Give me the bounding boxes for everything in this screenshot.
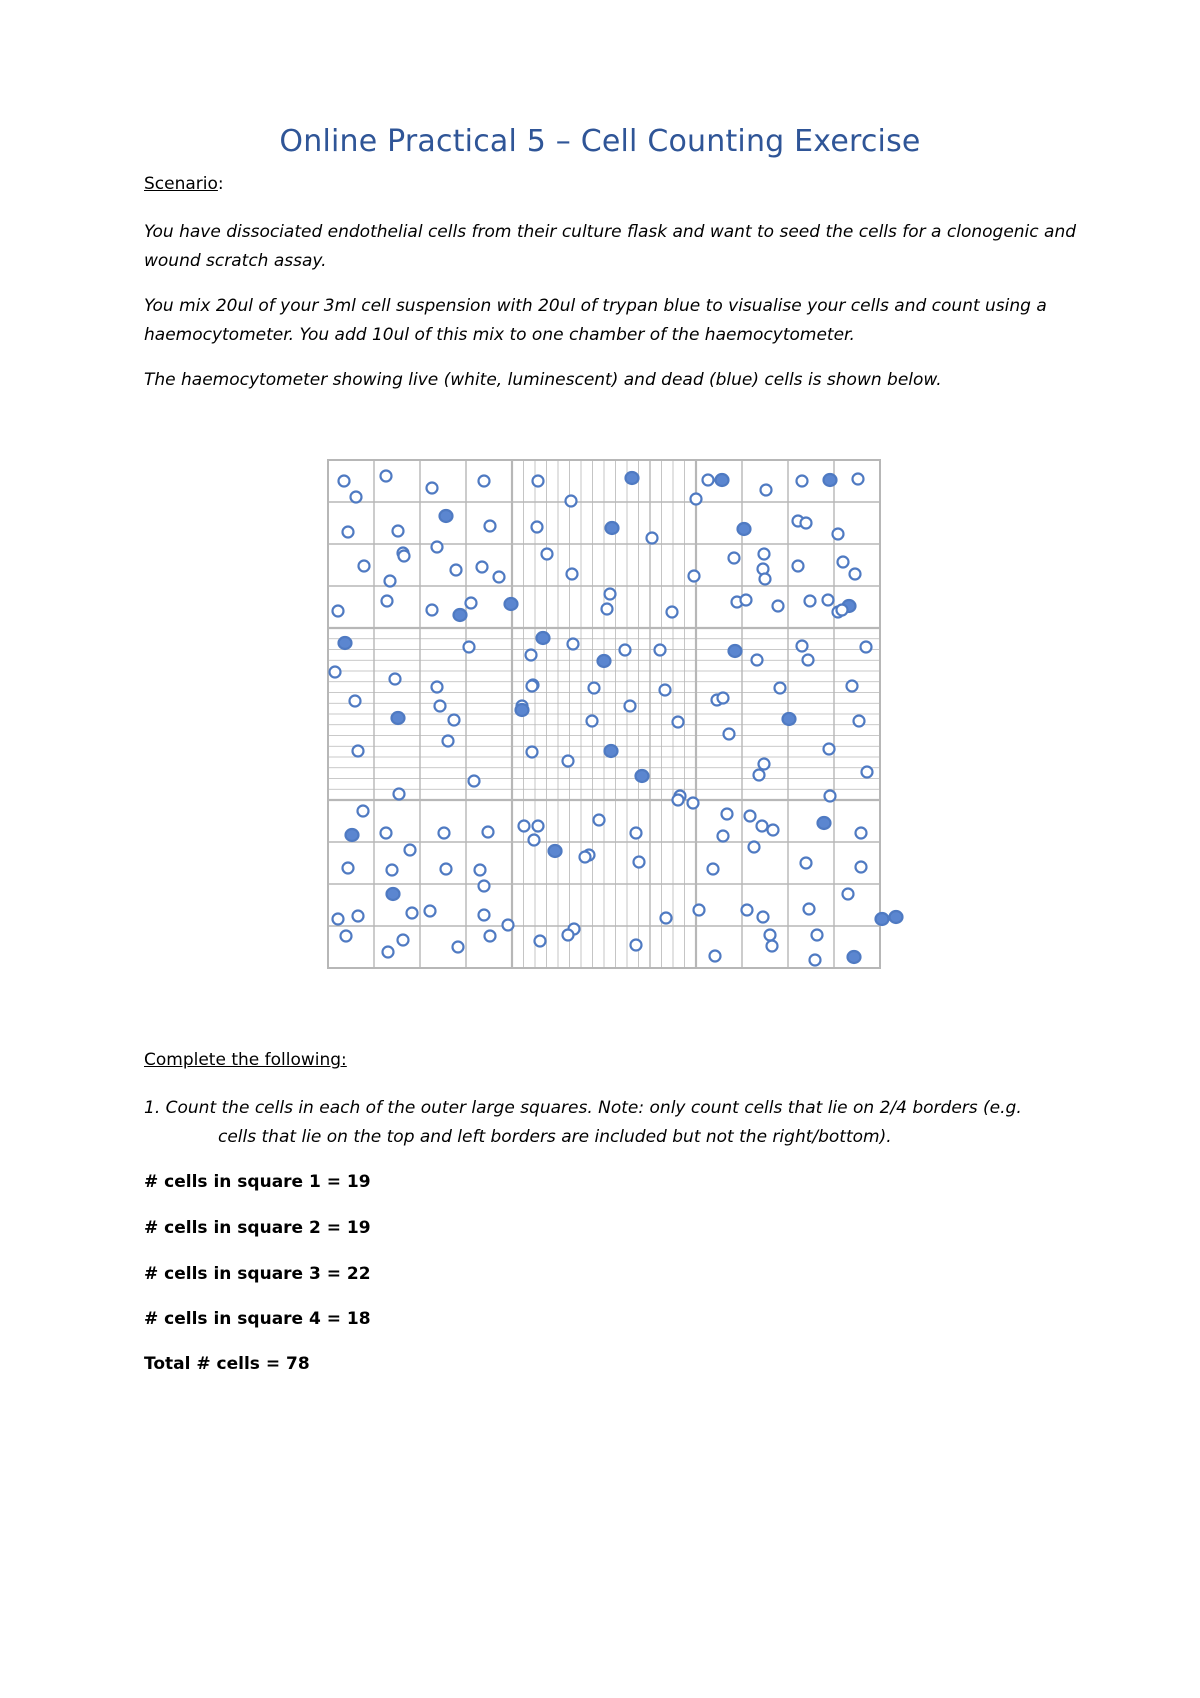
live-cell [441,864,452,875]
live-cell [333,914,344,925]
live-cell [856,862,867,873]
dead-cell [392,712,405,724]
live-cell [503,920,514,931]
dead-cell [783,713,796,725]
dead-cell [440,510,453,522]
live-cell [435,701,446,712]
live-cell [533,821,544,832]
live-cell [724,729,735,740]
dead-cell [818,817,831,829]
live-cell [793,561,804,572]
live-cell [381,471,392,482]
live-cell [479,881,490,892]
dead-cell [339,637,352,649]
live-cell [805,596,816,607]
live-cell [535,936,546,947]
dead-cell [848,951,861,963]
live-cell [837,605,848,616]
live-cell [383,947,394,958]
live-cell [667,607,678,618]
live-cell [343,863,354,874]
live-cell [464,642,475,653]
live-cell [343,527,354,538]
dead-cell [890,911,903,923]
live-cell [742,905,753,916]
live-cell [526,650,537,661]
live-cell [449,715,460,726]
dead-cell [738,523,751,535]
live-cell [483,827,494,838]
live-cell [801,518,812,529]
dead-cell [824,474,837,486]
live-cell [602,604,613,615]
live-cell [494,572,505,583]
live-cell [673,717,684,728]
live-cell [427,483,438,494]
dead-cell [516,704,529,716]
live-cell [703,475,714,486]
answer-square-3: # cells in square 3 = 22 [144,1264,371,1284]
live-cell [673,795,684,806]
live-cell [333,606,344,617]
live-cell [631,828,642,839]
scenario-paragraph-2: You mix 20ul of your 3ml cell suspension with 20ul of trypan blue to visualise your cells and count using a haemocytometer. You add 10ul of this mix to one chamber of the haemocytometer. [144,296,1047,345]
live-cell [660,685,671,696]
live-cell [694,905,705,916]
live-cell [390,674,401,685]
live-cell [710,951,721,962]
live-cell [625,701,636,712]
live-cell [566,496,577,507]
live-cell [722,809,733,820]
live-cell [843,889,854,900]
live-cell [804,904,815,915]
scenario-paragraph-1: You have dissociated endothelial cells from their culture flask and want to seed the cells for a clonogenic and wound scratch assay. [144,222,1077,271]
live-cell [759,549,770,560]
live-cell [760,574,771,585]
live-cell [691,494,702,505]
dead-cell [605,745,618,757]
live-cell [466,598,477,609]
live-cell [527,747,538,758]
live-cell [399,551,410,562]
live-cell [754,770,765,781]
live-cell [761,485,772,496]
live-cell [451,565,462,576]
live-cell [803,655,814,666]
live-cell [767,941,778,952]
live-cell [773,601,784,612]
live-cell [563,756,574,767]
live-cell [387,865,398,876]
dead-cell [626,472,639,484]
live-cell [752,655,763,666]
live-cell [475,865,486,876]
live-cell [407,908,418,919]
scenario-colon: : [217,174,224,194]
live-cell [850,569,861,580]
live-cell [729,553,740,564]
live-cell [810,955,821,966]
live-cell [477,562,488,573]
dead-cell [606,522,619,534]
live-cell [393,526,404,537]
live-cell [542,549,553,560]
live-cell [655,645,666,656]
live-cell [801,858,812,869]
dead-cell [505,598,518,610]
question-1-line-2: cells that lie on the top and left borders are included but not the right/bottom). [218,1127,892,1147]
live-cell [749,842,760,853]
live-cell [353,911,364,922]
live-cell [351,492,362,503]
live-cell [741,595,752,606]
dead-cell [387,888,400,900]
dead-cell [537,632,550,644]
live-cell [485,931,496,942]
live-cell [358,806,369,817]
scenario-paragraph-3: The haemocytometer showing live (white, luminescent) and dead (blue) cells is shown below. [144,370,942,390]
dead-cell [716,474,729,486]
live-cell [568,639,579,650]
live-cell [405,845,416,856]
live-cell [838,557,849,568]
dead-cell [598,655,611,667]
answer-square-2: # cells in square 2 = 19 [144,1218,371,1238]
live-cell [833,529,844,540]
live-cell [758,912,769,923]
live-cell [479,910,490,921]
live-cell [485,521,496,532]
dead-cell [346,829,359,841]
question-1 [144,1094,1084,1152]
dead-cell [549,845,562,857]
complete-heading: Complete the following: [144,1050,347,1070]
live-cell [529,835,540,846]
live-cell [647,533,658,544]
live-cell [382,596,393,607]
live-cell [359,561,370,572]
dead-cell [729,645,742,657]
live-cell [443,736,454,747]
answer-square-4: # cells in square 4 = 18 [144,1309,371,1329]
live-cell [394,789,405,800]
live-cell [708,864,719,875]
live-cell [862,767,873,778]
live-cell [353,746,364,757]
live-cell [479,476,490,487]
live-cell [757,821,768,832]
live-cell [432,682,443,693]
live-cell [861,642,872,653]
live-cell [847,681,858,692]
dead-cell [636,770,649,782]
live-cell [853,474,864,485]
live-cell [634,857,645,868]
live-cell [439,828,450,839]
live-cell [425,906,436,917]
live-cell [519,821,530,832]
live-cell [797,476,808,487]
live-cell [812,930,823,941]
live-cell [718,693,729,704]
live-cell [587,716,598,727]
live-cell [563,930,574,941]
live-cell [797,641,808,652]
live-cell [745,811,756,822]
live-cell [398,935,409,946]
live-cell [854,716,865,727]
live-cell [775,683,786,694]
live-cell [341,931,352,942]
live-cell [768,825,779,836]
live-cell [427,605,438,616]
live-cell [824,744,835,755]
dead-cell [454,609,467,621]
live-cell [532,522,543,533]
live-cell [350,696,361,707]
question-1-line-1: 1. Count the cells in each of the outer large squares. Note: only count cells that lie on 2/4 borders (e.g. [144,1098,1022,1118]
answer-square-1: # cells in square 1 = 19 [144,1172,371,1192]
answer-total: Total # cells = 78 [144,1354,310,1374]
live-cell [620,645,631,656]
live-cell [469,776,480,787]
live-cell [533,476,544,487]
live-cell [759,759,770,770]
live-cell [589,683,600,694]
live-cell [856,828,867,839]
live-cell [689,571,700,582]
live-cell [339,476,350,487]
scenario-heading: Scenario [144,174,218,194]
live-cell [594,815,605,826]
live-cell [825,791,836,802]
live-cell [580,852,591,863]
page-title: Online Practical 5 – Cell Counting Exercise [279,124,921,159]
live-cell [688,798,699,809]
live-cell [823,595,834,606]
live-cell [631,940,642,951]
live-cell [385,576,396,587]
live-cell [718,831,729,842]
live-cell [605,589,616,600]
live-cell [453,942,464,953]
live-cell [330,667,341,678]
live-cell [567,569,578,580]
live-cell [381,828,392,839]
dead-cell [876,913,889,925]
live-cell [432,542,443,553]
live-cell [527,681,538,692]
live-cell [661,913,672,924]
live-cell [765,930,776,941]
